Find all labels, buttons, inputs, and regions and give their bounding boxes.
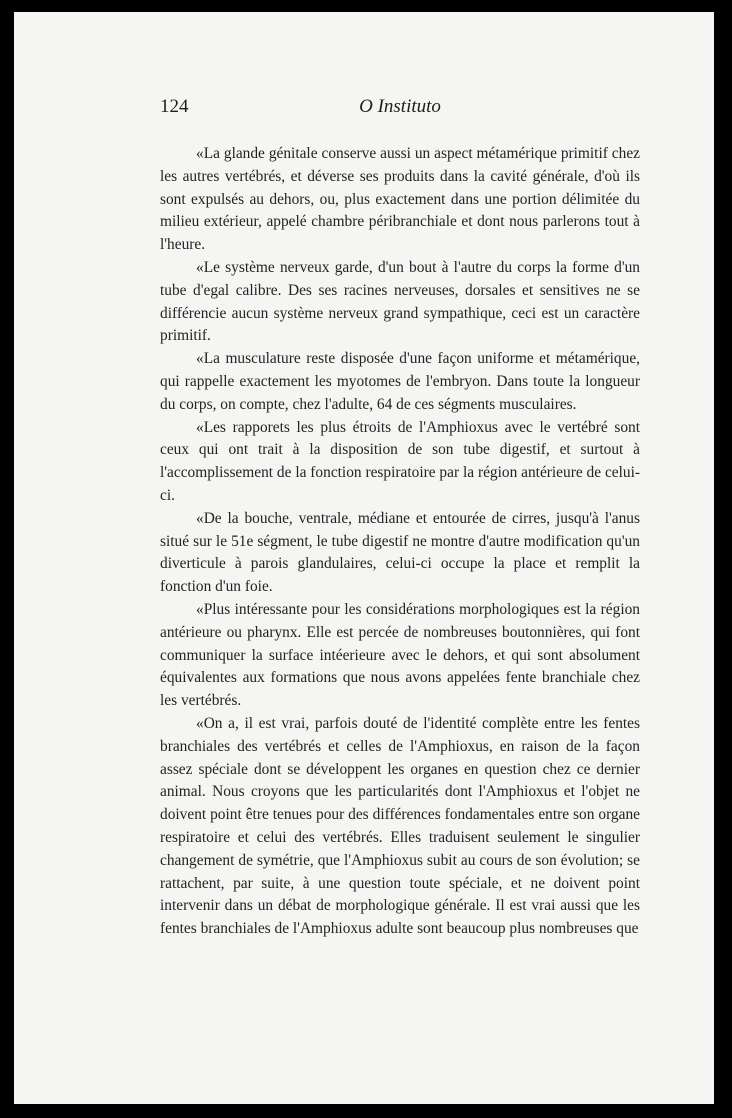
paragraph: «La glande génitale conserve aussi un aspect métamérique primitif chez les autres vertébrés, et déverse ses produits dans la cavité générale, d'où ils sont expulsés au dehors, ou, plus exactement dans une portion délimitée du milieu extérieur, appelé chambre péribranchiale et dont nous parlerons tout à l'heure. (160, 145, 640, 254)
paragraph: «Le système nerveux garde, d'un bout à l'autre du corps la forme d'un tube d'egal calibre. Des ses racines nerveuses, dorsales et sensitives ne se différencie aucun système nerveux grand sympathique, ceci est un caractère primitif. (160, 258, 640, 345)
body-text (160, 143, 640, 941)
paragraph: «Les rapporets les plus étroits de l'Amphioxus avec le vertébré sont ceux qui ont trait à la disposition de son tube digestif, et surtout à l'accomplissement de la fonction respiratoire par la région antérieure de celui-ci. (160, 418, 640, 504)
book-page (14, 12, 714, 1104)
page-header (160, 96, 640, 126)
running-title: O Instituto (359, 96, 441, 117)
paragraph: «De la bouche, ventrale, médiane et entourée de cirres, jusqu'à l'anus situé sur le 51e ségment, le tube digestif ne montre d'autre modification qu'un diverticule à parois glandulaires, celui-ci occupe la place et remplit la fonction d'un foie. (160, 509, 640, 596)
paragraph: «On a, il est vrai, parfois douté de l'identité complète entre les fentes branchiales des vertébrés et celles de l'Amphioxus, en raison de la façon assez spéciale dont se développent les organes en question chez ce dernier animal. Nous croyons que les particularités dont l'Amphioxus et l'objet ne doivent point être tenues pour des différences fondamentales entre son organe respiratoire et celui des vertébrés. Elles traduisent seulement le singulier changement de symétrie, que l'Amphioxus subit au cours de son évolution; se rattachent, par suite, à une question toute spéciale, et ne doivent point intervenir dans un débat de morphologique générale. Il est vrai aussi que les fentes branchiales de l'Amphioxus adulte sont beaucoup plus nombreuses que (160, 714, 640, 938)
page-number: 124 (160, 96, 189, 117)
paragraph: «Plus intéressante pour les considérations morphologiques est la région antérieure ou pharynx. Elle est percée de nombreuses boutonnières, qui font communiquer la surface intéerieure avec le dehors, et qui sont absolument équivalentes aux formations que nous avons appelées fente branchiale chez les vertébrés. (160, 600, 640, 710)
paragraph: «La musculature reste disposée d'une façon uniforme et métamérique, qui rappelle exactement les myotomes de l'embryon. Dans toute la longueur du corps, on compte, chez l'adulte, 64 de ces ségments musculaires. (160, 350, 640, 413)
